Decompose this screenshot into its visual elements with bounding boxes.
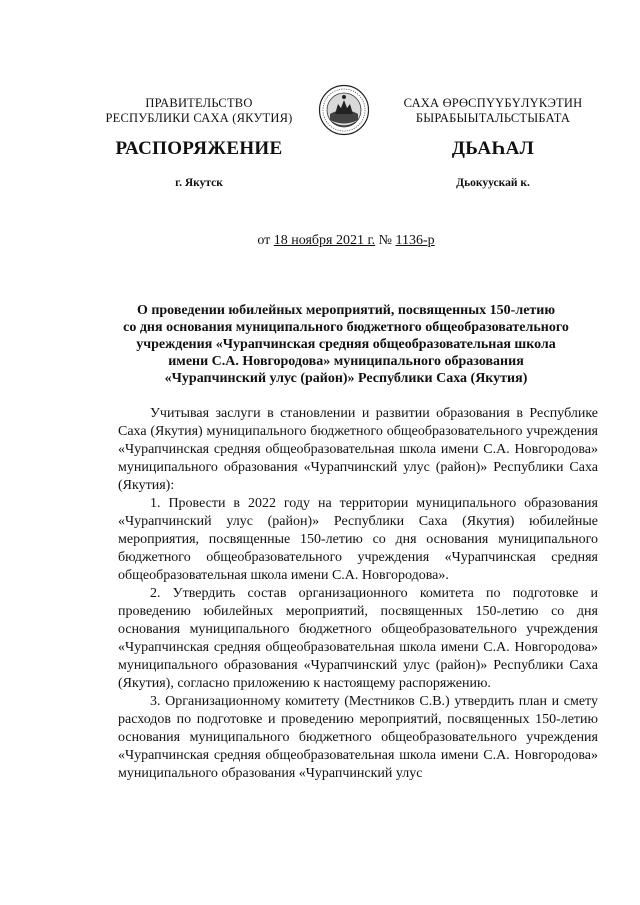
issuer-ru-line2: РЕСПУБЛИКИ САХА (ЯКУТИЯ): [105, 111, 293, 125]
document-number: 1136-р: [395, 233, 435, 248]
issuer-ru-line1: ПРАВИТЕЛЬСТВО: [145, 96, 253, 110]
title-line: учреждения «Чурапчинская средняя общеобразовательная школа: [136, 337, 556, 352]
document-title: [92, 302, 600, 387]
title-line: имени С.А. Новгородова» муниципального образования: [168, 354, 524, 369]
title-line: со дня основания муниципального бюджетного общеобразовательного: [123, 320, 569, 335]
city-sakha: Дьокуускай к.: [456, 177, 530, 189]
item-2-paragraph: 2. Утвердить состав организационного комитета по подготовке и проведению юбилейных мероприятий, посвященных 150-летию со дня основания муниципального бюджетного общеобразовательного учреждения «Чурапчинская средняя общеобразовательная школа имени С.А. Новгородова» муниципального образования «Чурапчинский улус (район)» Республики Саха (Якутия), согласно приложению к настоящему распоряжению.: [118, 586, 598, 691]
number-sign: №: [375, 233, 396, 248]
item-3-paragraph: 3. Организационному комитету (Местников С.В.) утвердить план и смету расходов по подготовке и проведению мероприятий, посвященных 150-летию основания муниципального бюджетного общеобразовательного учреждения «Чурапчинская средняя общеобразовательная школа имени С.А. Новгородова» муниципального образования «Чурапчинский улус: [118, 694, 598, 781]
document-type-sakha: ДЬАҺАЛ: [451, 138, 535, 159]
date-prefix: от: [257, 233, 274, 248]
city-russian: г. Якутск: [175, 177, 223, 189]
document-date: 18 ноября 2021 г.: [273, 233, 376, 248]
issuer-name-russian: [92, 96, 306, 126]
title-line: «Чурапчинский улус (район)» Республики Саха (Якутия): [164, 371, 528, 386]
issuer-sakha-line2: БЫРАБЫЫТАЛЬСТЫБАТА: [415, 111, 571, 125]
issuer-sakha-line1: САХА ӨРӨСПҮҮБҮЛҮКЭТИН: [403, 96, 583, 110]
sakha-coat-of-arms-icon: [318, 84, 370, 136]
preamble-paragraph: Учитывая заслуги в становлении и развитии образования в Республике Саха (Якутия) муниципального бюджетного общеобразовательного учреждения «Чурапчинская средняя общеобразовательная школа имени С.А. Новгородова» муниципального образования «Чурапчинский улус (район)» Республики Саха (Якутия):: [118, 406, 598, 493]
document-type-russian: РАСПОРЯЖЕНИЕ: [115, 138, 283, 159]
item-1-paragraph: 1. Провести в 2022 году на территории муниципального образования «Чурапчинский улус (район)» Республики Саха (Якутия) юбилейные мероприятия, посвященные 150-летию со дня основания муниципального бюджетного общеобразовательного учреждения «Чурапчинская средняя общеобразовательная школа имени С.А. Новгородова».: [118, 496, 598, 583]
issuer-name-sakha: [386, 96, 600, 126]
document-date-number: [92, 233, 600, 249]
document-body: [118, 405, 598, 783]
title-line: О проведении юбилейных мероприятий, посвященных 150-летию: [136, 303, 556, 318]
